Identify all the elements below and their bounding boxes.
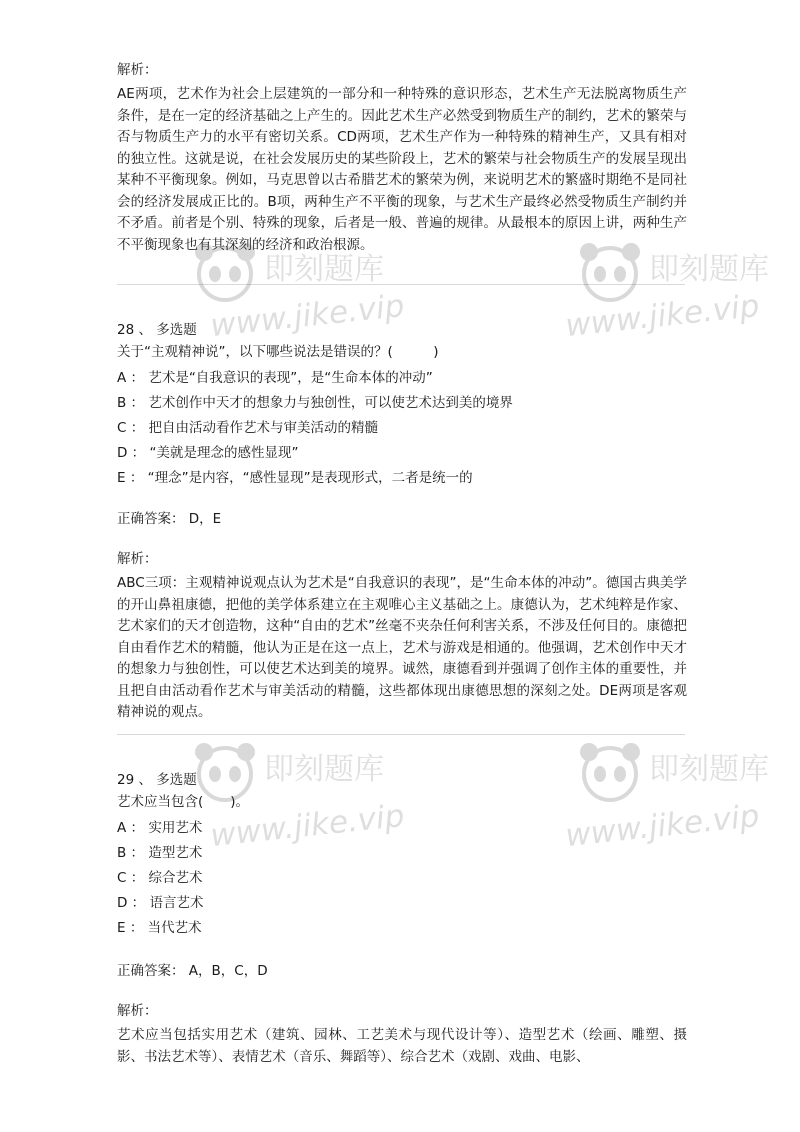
correct-answer: 正确答案： D，E [117, 511, 222, 527]
option-d: D ： “美就是理念的感性显现” [117, 445, 299, 461]
analysis-label: 解析： [117, 62, 158, 78]
analysis-section-27 [117, 60, 687, 256]
question-divider [117, 284, 685, 285]
watermark-brand: 即刻题库 [649, 752, 769, 787]
watermark-url: www.jike.vip [563, 797, 762, 855]
option-list [117, 816, 687, 941]
watermark-brand: 即刻题库 [649, 252, 769, 287]
question-29 [117, 769, 687, 941]
question-divider [117, 734, 685, 735]
option-b: B ： 造型艺术 [117, 845, 203, 861]
analysis-29 [117, 1001, 687, 1068]
question-28 [117, 319, 687, 491]
correct-answer: 正确答案： A，B，C，D [117, 963, 268, 979]
analysis-text: 艺术应当包括实用艺术（建筑、园林、工艺美术与现代设计等）、造型艺术（绘画、雕塑、摄影、书法艺术等）、表情艺术（音乐、舞蹈等）、综合艺术（戏剧、戏曲、电影、 [117, 1027, 687, 1065]
analysis-label: 解析： [117, 551, 158, 567]
watermark-url: www.jike.vip [208, 287, 407, 345]
watermark-url: www.jike.vip [563, 287, 762, 345]
question-header: 29 、 多选题 [117, 772, 197, 788]
option-c: C ： 把自由活动看作艺术与审美活动的精髓 [117, 420, 379, 436]
analysis-text: AE两项，艺术作为社会上层建筑的一部分和一种特殊的意识形态，艺术生产无法脱离物质生产条件，是在一定的经济基础之上产生的。因此艺术生产必然受到物质生产的制约，艺术的繁荣与否与物质生产力的水平有密切关系。CD两项，艺术生产作为一种特殊的精神生产，又具有相对的独立性。这就是说，在社会发展历史的某些阶段上，艺术的繁荣与社会物质生产的发展呈现出某种不平衡现象。例如，马克思曾以古希腊艺术的繁荣为例，来说明艺术的繁盛时期绝不是同社会的经济发展成正比的。B项，两种生产不平衡的现象，与艺术生产最终必然受物质生产制约并不矛盾。前者是个别、特殊的现象，后者是一般、普遍的规律。从最根本的原因上讲，两种生产不平衡现象也有其深刻的经济和政治根源。 [117, 86, 687, 253]
option-list [117, 366, 687, 491]
watermark-url: www.jike.vip [208, 797, 407, 855]
answer-28 [117, 508, 687, 530]
question-stem: 艺术应当包含( )。 [117, 794, 250, 810]
option-e: E ： 当代艺术 [117, 920, 202, 936]
option-b: B ： 艺术创作中天才的想象力与独创性，可以使艺术达到美的境界 [117, 395, 513, 411]
option-c: C ： 综合艺术 [117, 870, 203, 886]
watermark-brand: 即刻题库 [264, 752, 384, 787]
analysis-28 [117, 549, 687, 724]
analysis-label: 解析： [117, 1003, 158, 1019]
watermark-brand: 即刻题库 [264, 252, 384, 287]
question-header: 28 、 多选题 [117, 322, 197, 338]
answer-29 [117, 960, 687, 982]
option-e: E ： “理念”是内容，“感性显现”是表现形式，二者是统一的 [117, 470, 473, 486]
option-d: D ： 语言艺术 [117, 895, 204, 911]
option-a: A ： 实用艺术 [117, 820, 203, 836]
option-a: A ： 艺术是“自我意识的表现”，是“生命本体的冲动” [117, 370, 433, 386]
analysis-text: ABC三项：主观精神说观点认为艺术是“自我意识的表现”，是“生命本体的冲动”。德国古典美学的开山鼻祖康德，把他的美学体系建立在主观唯心主义基础之上。康德认为，艺术纯粹是作家、艺术家们的天才创造物，这种“自由的艺术”丝毫不夹杂任何利害关系，不涉及任何目的。康德把自由看作艺术的精髓，他认为正是在这一点上，艺术与游戏是相通的。他强调，艺术创作中天才的想象力与独创性，可以使艺术达到美的境界。诚然，康德看到并强调了创作主体的重要性，并且把自由活动看作艺术与审美活动的精髓，这些都体现出康德思想的深刻之处。DE两项是客观精神说的观点。 [117, 575, 687, 720]
question-stem: 关于“主观精神说”，以下哪些说法是错误的？( ) [117, 344, 439, 360]
